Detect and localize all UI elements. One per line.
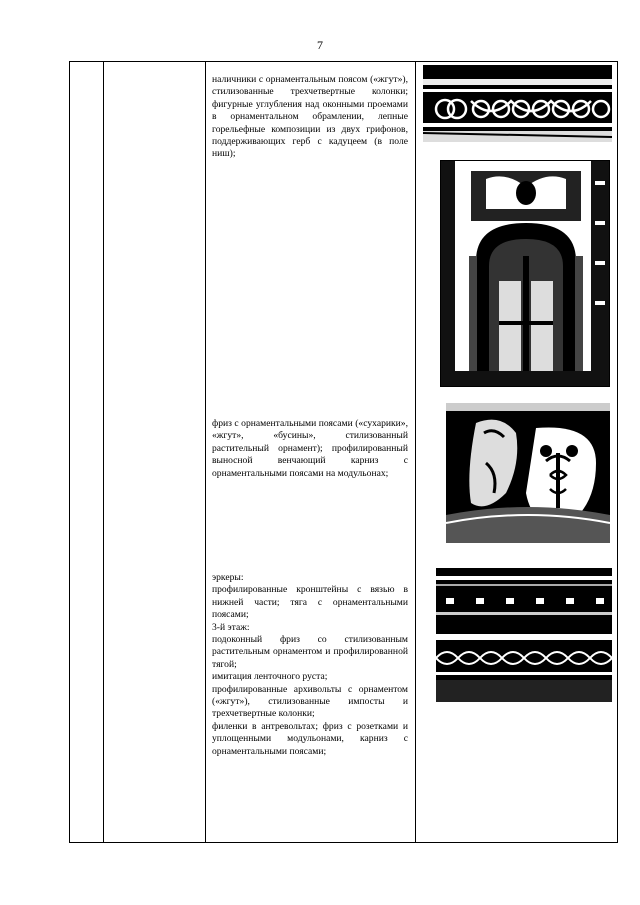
description-text-3 bbox=[212, 572, 408, 758]
paragraph: подоконный фриз со стилизованным растительным орнаментом и профилированной тягой; bbox=[212, 634, 408, 670]
column-divider bbox=[415, 62, 416, 842]
page-number: 7 bbox=[317, 38, 323, 52]
frieze-photo bbox=[423, 65, 612, 142]
cornice-photo bbox=[436, 568, 612, 702]
paragraph: профилированные кронштейны с вязью в нижней части; тяга с орнаментальными поясами; bbox=[212, 584, 408, 621]
paragraph: имитация ленточного руста; bbox=[212, 671, 328, 683]
paragraph: наличники с орнаментальным поясом («жгут»), стилизованные трехчетвертные колонки; фигурные углубления над оконными проемами в орнаментальном обрамлении, лепные горельефные композиции из двух грифонов, поддерживающих герб с кадуцеем (в поле ниш); bbox=[212, 74, 408, 160]
relief-photo bbox=[446, 403, 610, 543]
description-text-2 bbox=[212, 418, 408, 480]
column-divider bbox=[103, 62, 104, 842]
paragraph: 3-й этаж: bbox=[212, 621, 250, 633]
arched-window-photo bbox=[440, 160, 610, 387]
description-text-1 bbox=[212, 74, 408, 161]
paragraph: фриз с орнаментальными поясами («сухарики», «жгут», «бусины», стилизованный растительный орнамент); профилированный выносной венчающий карниз с орнаментальными поясами на модульонах; bbox=[212, 418, 408, 479]
description-table bbox=[69, 61, 618, 843]
paragraph: филенки в антревольтах; фриз с розетками и уплощенными модульонами, карниз с орнаментальными поясами; bbox=[212, 720, 408, 757]
paragraph: профилированные архивольты с орнаментом («жгут»), стилизованные импосты и трехчетвертные колонки; bbox=[212, 683, 408, 720]
column-divider bbox=[205, 62, 206, 842]
paragraph: эркеры: bbox=[212, 572, 244, 583]
